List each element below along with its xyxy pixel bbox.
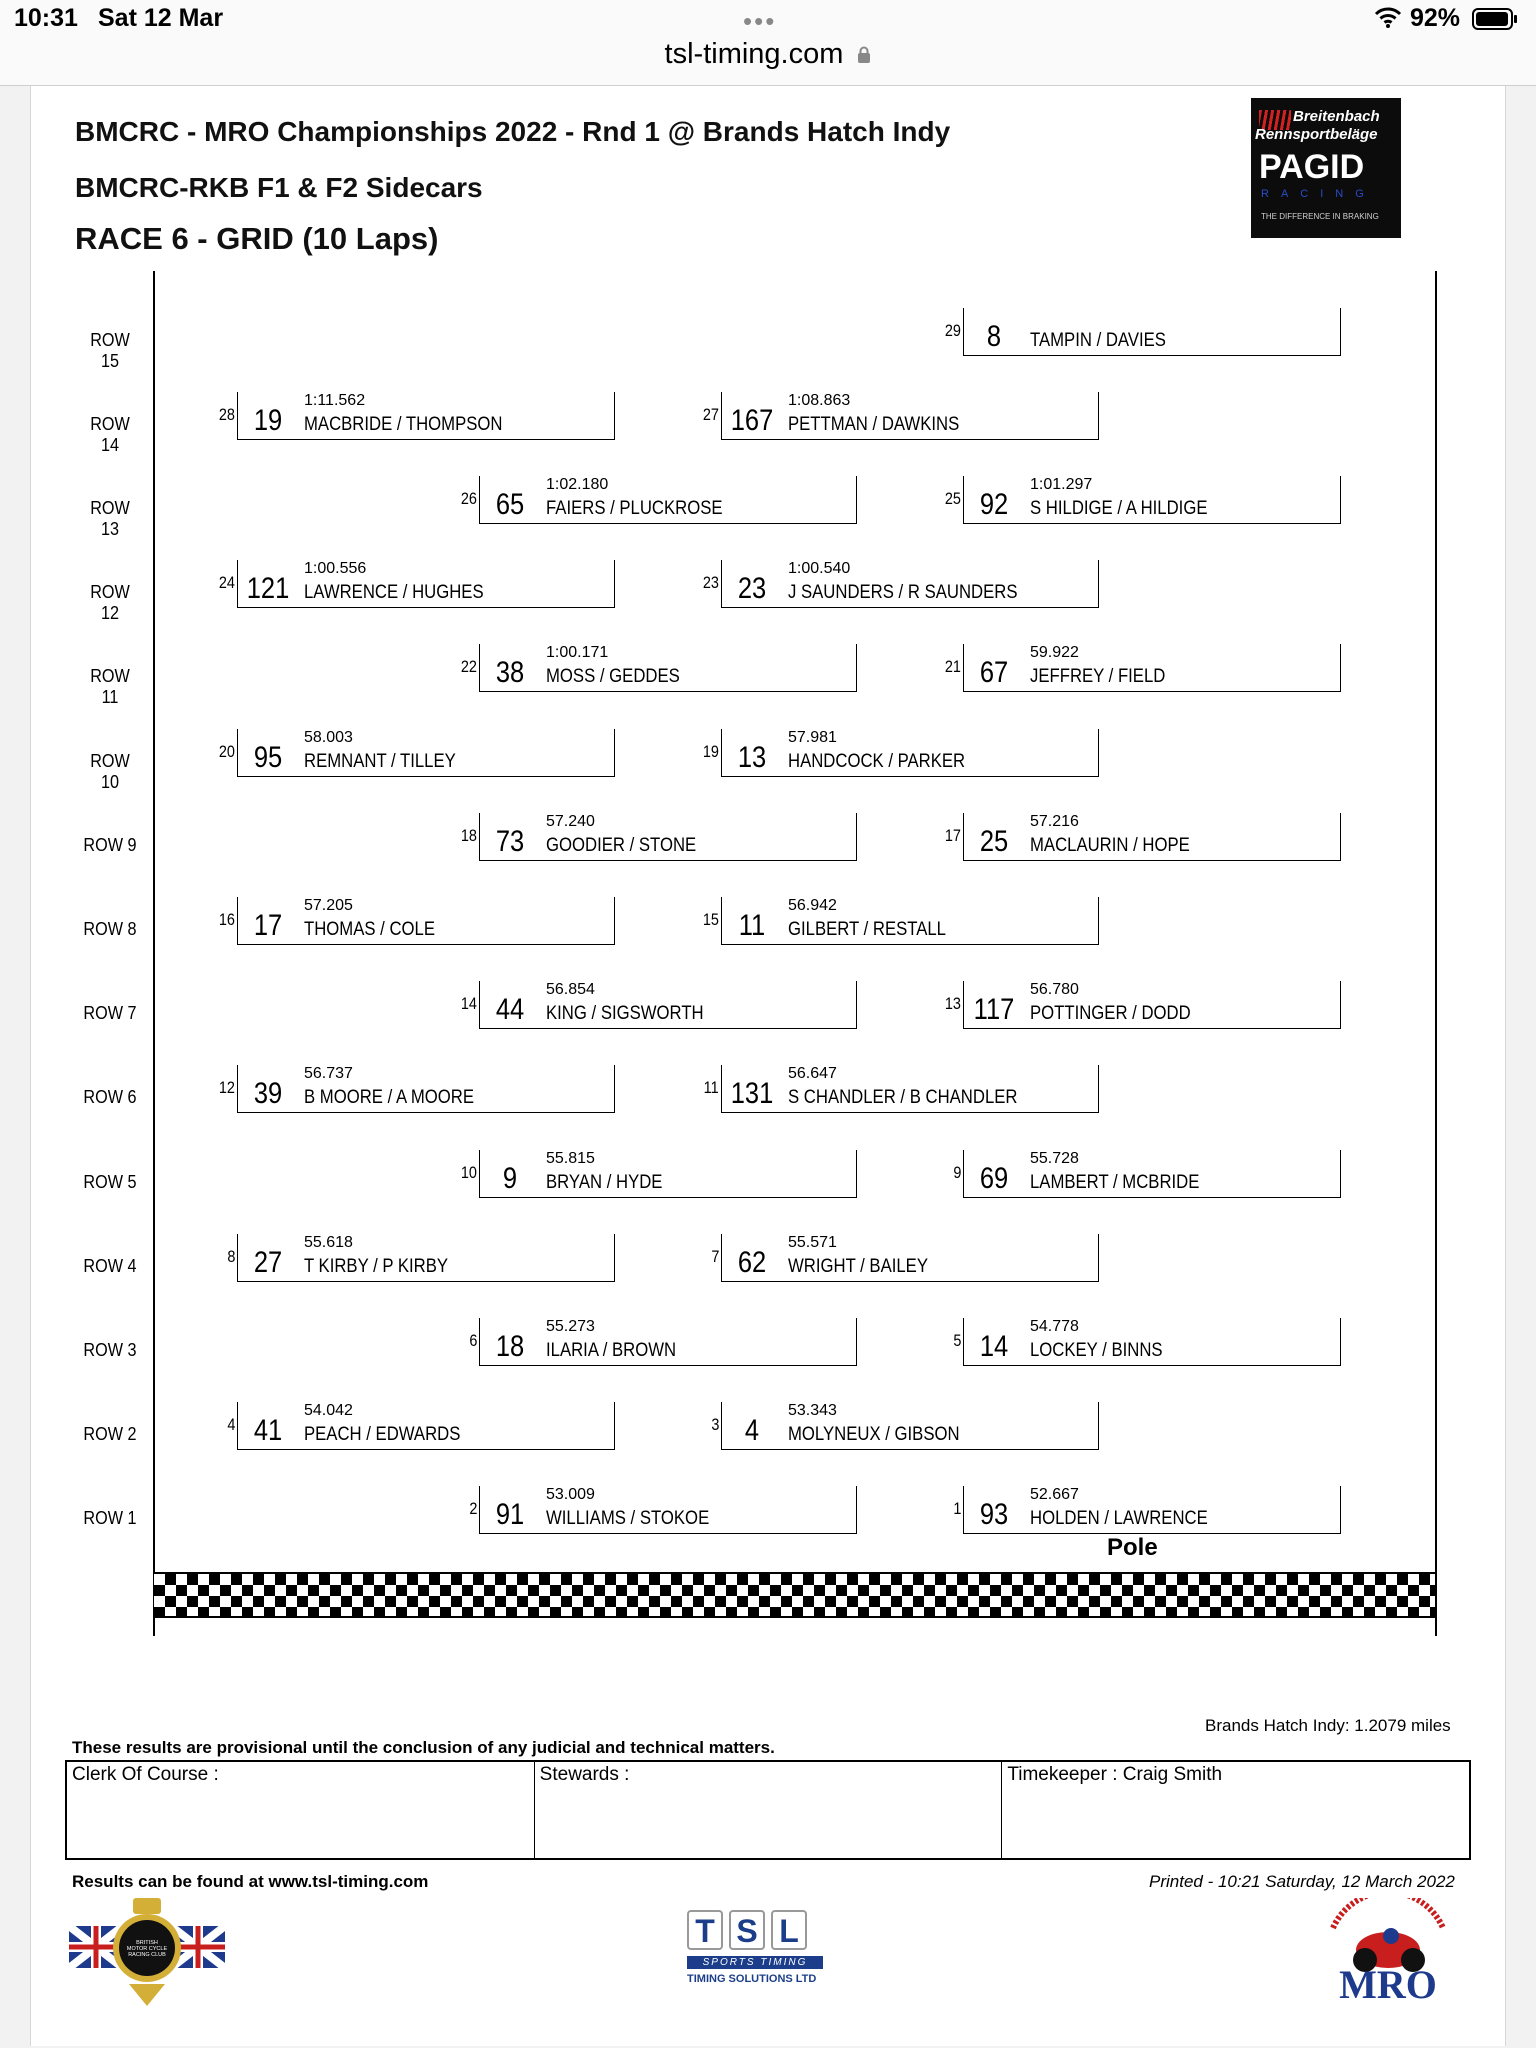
race-number: 117 xyxy=(973,993,1015,1026)
race-number: 4 xyxy=(744,1414,760,1447)
crew-names: J SAUNDERS / R SAUNDERS xyxy=(788,582,1018,603)
row-label: ROW 5 xyxy=(83,1172,137,1192)
grid-position: 27 xyxy=(702,405,719,424)
logo-tagline: THE DIFFERENCE IN BRAKING xyxy=(1261,212,1379,221)
qualifying-time: 1:02.180 xyxy=(546,476,609,493)
grid-position: 21 xyxy=(944,657,961,676)
grid-position: 1 xyxy=(952,1499,961,1518)
grid-slot xyxy=(226,1402,615,1450)
race-number: 73 xyxy=(495,825,525,858)
crew-names: ILARIA / BROWN xyxy=(546,1340,677,1361)
grid-position: 18 xyxy=(460,826,477,845)
qualifying-time: 53.343 xyxy=(788,1402,837,1419)
status-bar xyxy=(0,0,1536,86)
qualifying-time: 57.205 xyxy=(304,897,353,914)
race-number: 131 xyxy=(730,1077,774,1110)
grid-slot xyxy=(944,476,1341,524)
battery-icon xyxy=(1472,8,1518,35)
grid-slot xyxy=(218,560,615,608)
grid-slot xyxy=(702,392,1099,440)
qualifying-time: 1:08.863 xyxy=(788,392,851,409)
grid-slot xyxy=(702,729,1099,777)
qualifying-time: 1:00.171 xyxy=(546,644,609,661)
grid-slot xyxy=(944,644,1341,692)
tsl-company: TIMING SOLUTIONS LTD xyxy=(687,1973,817,1985)
qualifying-time: 56.737 xyxy=(304,1065,353,1082)
grid-position: 26 xyxy=(460,489,477,508)
grid-slot xyxy=(218,1065,615,1113)
qualifying-time: 57.216 xyxy=(1030,813,1079,830)
race-number: 8 xyxy=(986,320,1002,353)
grid-position: 7 xyxy=(710,1247,719,1266)
wifi-icon xyxy=(1374,6,1402,33)
svg-text:MOTOR CYCLE: MOTOR CYCLE xyxy=(126,1946,168,1952)
crew-names: MACBRIDE / THOMPSON xyxy=(304,414,503,435)
row-label: ROW 13 xyxy=(90,498,130,539)
grid-position: 17 xyxy=(944,826,961,845)
row-label: ROW 7 xyxy=(83,1003,137,1023)
race-number: 67 xyxy=(979,656,1009,689)
grid-position: 13 xyxy=(944,994,961,1013)
crew-names: S CHANDLER / B CHANDLER xyxy=(788,1087,1018,1108)
grid-slot xyxy=(944,981,1341,1029)
row-label: ROW 2 xyxy=(83,1424,137,1444)
pole-label: Pole xyxy=(1107,1534,1158,1561)
grid-slot xyxy=(710,1402,1099,1450)
qualifying-time: 52.667 xyxy=(1030,1486,1079,1503)
race-number: 91 xyxy=(495,1498,525,1531)
qualifying-time: 1:00.556 xyxy=(304,560,367,577)
tsl-timing-logo xyxy=(687,1910,847,1985)
grid-position: 22 xyxy=(460,657,477,676)
race-number: 69 xyxy=(979,1162,1009,1195)
url-text: tsl-timing.com xyxy=(664,38,844,70)
row-label: ROW 4 xyxy=(83,1256,137,1276)
pagid-sponsor-logo xyxy=(1251,98,1401,238)
grid-position: 20 xyxy=(218,742,235,761)
grid-slot xyxy=(460,981,857,1029)
status-time: 10:31 xyxy=(14,4,78,32)
crew-names: THOMAS / COLE xyxy=(304,919,435,940)
grid-slot xyxy=(468,1318,857,1366)
crew-names: LOCKEY / BINNS xyxy=(1030,1340,1163,1361)
tsl-letter: S xyxy=(729,1910,765,1950)
grid-position: 5 xyxy=(952,1331,961,1350)
race-number: 41 xyxy=(253,1414,283,1447)
crew-names: REMNANT / TILLEY xyxy=(304,751,456,772)
printed-timestamp: Printed - 10:21 Saturday, 12 March 2022 xyxy=(1149,1872,1455,1891)
grid-slot xyxy=(944,813,1341,861)
crew-names: T KIRBY / P KIRBY xyxy=(304,1256,449,1277)
crew-names: B MOORE / A MOORE xyxy=(304,1087,475,1108)
grid-slot-pole xyxy=(952,1486,1341,1534)
qualifying-time: 55.618 xyxy=(304,1234,353,1251)
crew-names: TAMPIN / DAVIES xyxy=(1030,330,1166,351)
row-label: ROW 9 xyxy=(83,835,137,855)
qualifying-time: 55.728 xyxy=(1030,1150,1079,1167)
row-label: ROW 10 xyxy=(90,751,130,792)
grid-position: 15 xyxy=(702,910,719,929)
row-label: ROW 8 xyxy=(83,919,137,939)
clerk-of-course-cell: Clerk Of Course : xyxy=(67,1762,535,1858)
qualifying-time: 55.571 xyxy=(788,1234,837,1251)
lock-icon xyxy=(857,39,871,72)
logo-brand: PAGID xyxy=(1259,148,1365,186)
grid-slot xyxy=(710,1234,1099,1282)
tsl-letter: L xyxy=(771,1910,807,1950)
logo-text: Rennsportbeläge xyxy=(1255,126,1378,143)
grid-position: 23 xyxy=(702,573,719,592)
crew-names: GILBERT / RESTALL xyxy=(788,919,946,940)
race-number: 92 xyxy=(979,488,1009,521)
crew-names: S HILDIGE / A HILDIGE xyxy=(1030,498,1208,519)
event-title: BMCRC - MRO Championships 2022 - Rnd 1 @ Brands Hatch Indy xyxy=(75,116,951,147)
race-title: RACE 6 - GRID (10 Laps) xyxy=(75,221,439,256)
qualifying-time: 1:00.540 xyxy=(788,560,851,577)
address-bar[interactable] xyxy=(0,38,1536,72)
grid-slot xyxy=(226,1234,615,1282)
svg-text:RACING CLUB: RACING CLUB xyxy=(128,1952,166,1958)
race-number: 39 xyxy=(253,1077,283,1110)
grid-position: 12 xyxy=(218,1078,235,1097)
grid-slot xyxy=(218,897,615,945)
qualifying-time: 55.815 xyxy=(546,1150,595,1167)
class-title: BMCRC-RKB F1 & F2 Sidecars xyxy=(75,172,483,203)
crew-names: PEACH / EDWARDS xyxy=(304,1424,461,1445)
crew-names: MOLYNEUX / GIBSON xyxy=(788,1424,960,1445)
race-number: 23 xyxy=(737,572,767,605)
grid-slot xyxy=(218,392,615,440)
officials-table xyxy=(65,1760,1471,1860)
qualifying-time: 56.854 xyxy=(546,981,595,998)
grid-slot xyxy=(460,813,857,861)
qualifying-time: 56.780 xyxy=(1030,981,1079,998)
qualifying-time: 54.042 xyxy=(304,1402,353,1419)
qualifying-time: 59.922 xyxy=(1030,644,1079,661)
qualifying-time: 57.981 xyxy=(788,729,837,746)
crew-names: HANDCOCK / PARKER xyxy=(788,751,966,772)
crew-names: GOODIER / STONE xyxy=(546,835,697,856)
grid-slot xyxy=(944,308,1341,356)
grid-position: 4 xyxy=(226,1415,235,1434)
qualifying-time: 56.647 xyxy=(788,1065,837,1082)
row-label: ROW 1 xyxy=(83,1508,137,1528)
race-number: 25 xyxy=(979,825,1009,858)
row-label: ROW 14 xyxy=(90,414,130,455)
crew-names: WILLIAMS / STOKOE xyxy=(546,1508,710,1529)
row-label: ROW 15 xyxy=(90,330,130,371)
crew-names: JEFFREY / FIELD xyxy=(1030,666,1166,687)
grid-position: 9 xyxy=(952,1163,961,1182)
bmcrc-logo xyxy=(67,1894,227,2019)
race-number: 11 xyxy=(738,909,766,942)
grid-slot xyxy=(702,560,1099,608)
grid-position: 25 xyxy=(944,489,961,508)
grid-position: 19 xyxy=(702,742,719,761)
crew-names: LAWRENCE / HUGHES xyxy=(304,582,484,603)
crew-names: KING / SIGSWORTH xyxy=(546,1003,704,1024)
crew-names: WRIGHT / BAILEY xyxy=(788,1256,928,1277)
row-label: ROW 6 xyxy=(83,1087,137,1107)
qualifying-time: 55.273 xyxy=(546,1318,595,1335)
tab-menu-dots-icon[interactable]: ••• xyxy=(743,6,777,36)
grid-position: 2 xyxy=(468,1499,477,1518)
race-number: 18 xyxy=(495,1330,525,1363)
crew-names: LAMBERT / MCBRIDE xyxy=(1030,1172,1200,1193)
results-link-note: Results can be found at www.tsl-timing.com xyxy=(72,1872,429,1891)
grid-position: 8 xyxy=(226,1247,235,1266)
grid-position: 28 xyxy=(218,405,235,424)
race-number: 44 xyxy=(495,993,525,1026)
grid-position: 10 xyxy=(460,1163,477,1182)
chequered-start-line xyxy=(154,1572,1435,1618)
grid-left-boundary xyxy=(153,271,155,1636)
grid-position: 14 xyxy=(460,994,477,1013)
race-number: 95 xyxy=(253,741,283,774)
grid-position: 11 xyxy=(703,1078,719,1097)
race-number: 19 xyxy=(253,404,283,437)
grid-slot xyxy=(460,644,857,692)
battery-percentage: 92% xyxy=(1410,4,1461,32)
grid-slot xyxy=(952,1318,1341,1366)
grid-position: 24 xyxy=(218,573,235,592)
row-label: ROW 11 xyxy=(90,666,130,707)
race-number: 27 xyxy=(253,1246,283,1279)
grid-right-boundary xyxy=(1435,271,1437,1636)
timekeeper-cell: Timekeeper : Craig Smith xyxy=(1007,1764,1223,1785)
grid-slot xyxy=(468,1486,857,1534)
race-number: 62 xyxy=(737,1246,767,1279)
grid-slot xyxy=(218,729,615,777)
svg-text:MRO: MRO xyxy=(1339,1962,1437,2006)
row-label: ROW 3 xyxy=(83,1340,137,1360)
qualifying-time: 57.240 xyxy=(546,813,595,830)
row-label: ROW 12 xyxy=(90,582,130,623)
crew-names: POTTINGER / DODD xyxy=(1030,1003,1191,1024)
race-number: 65 xyxy=(495,488,525,521)
grid-position: 29 xyxy=(944,321,961,340)
qualifying-time: 58.003 xyxy=(304,729,353,746)
grid-slot xyxy=(952,1150,1341,1198)
grid-position: 6 xyxy=(468,1331,477,1350)
race-number: 17 xyxy=(253,909,283,942)
stewards-cell: Stewards : xyxy=(535,1762,1003,1858)
grid-slot xyxy=(460,476,857,524)
race-number: 9 xyxy=(502,1162,518,1195)
status-date: Sat 12 Mar xyxy=(98,4,224,32)
race-number: 13 xyxy=(737,741,767,774)
grid-slot xyxy=(703,1065,1099,1113)
tsl-letter: T xyxy=(687,1910,723,1950)
grid-slot xyxy=(460,1150,857,1198)
qualifying-time: 54.778 xyxy=(1030,1318,1079,1335)
svg-text:BRITISH: BRITISH xyxy=(136,1940,158,1946)
grid-position: 3 xyxy=(710,1415,719,1434)
crew-names: MOSS / GEDDES xyxy=(546,666,680,687)
qualifying-time: 53.009 xyxy=(546,1486,595,1503)
race-number: 93 xyxy=(979,1498,1009,1531)
mro-logo xyxy=(1313,1898,1463,2011)
race-number: 14 xyxy=(979,1330,1009,1363)
provisional-notice: These results are provisional until the conclusion of any judicial and technical matters. xyxy=(72,1738,775,1757)
logo-sub: RACING xyxy=(1261,188,1376,200)
crew-names: MACLAURIN / HOPE xyxy=(1030,835,1190,856)
qualifying-time: 1:11.562 xyxy=(304,392,366,409)
tsl-tagline: SPORTS TIMING xyxy=(687,1956,823,1969)
grid-slot xyxy=(702,897,1099,945)
qualifying-time: 56.942 xyxy=(788,897,837,914)
crew-names: PETTMAN / DAWKINS xyxy=(788,414,960,435)
logo-text: Breitenbach xyxy=(1293,108,1380,125)
race-number: 121 xyxy=(246,572,290,605)
results-document xyxy=(30,86,1506,2046)
crew-names: FAIERS / PLUCKROSE xyxy=(546,498,723,519)
crew-names: HOLDEN / LAWRENCE xyxy=(1030,1508,1208,1529)
race-number: 167 xyxy=(730,404,774,437)
race-number: 38 xyxy=(495,656,525,689)
circuit-length: Brands Hatch Indy: 1.2079 miles xyxy=(1205,1716,1451,1735)
qualifying-time: 1:01.297 xyxy=(1030,476,1093,493)
crew-names: BRYAN / HYDE xyxy=(546,1172,663,1193)
grid-position: 16 xyxy=(218,910,235,929)
